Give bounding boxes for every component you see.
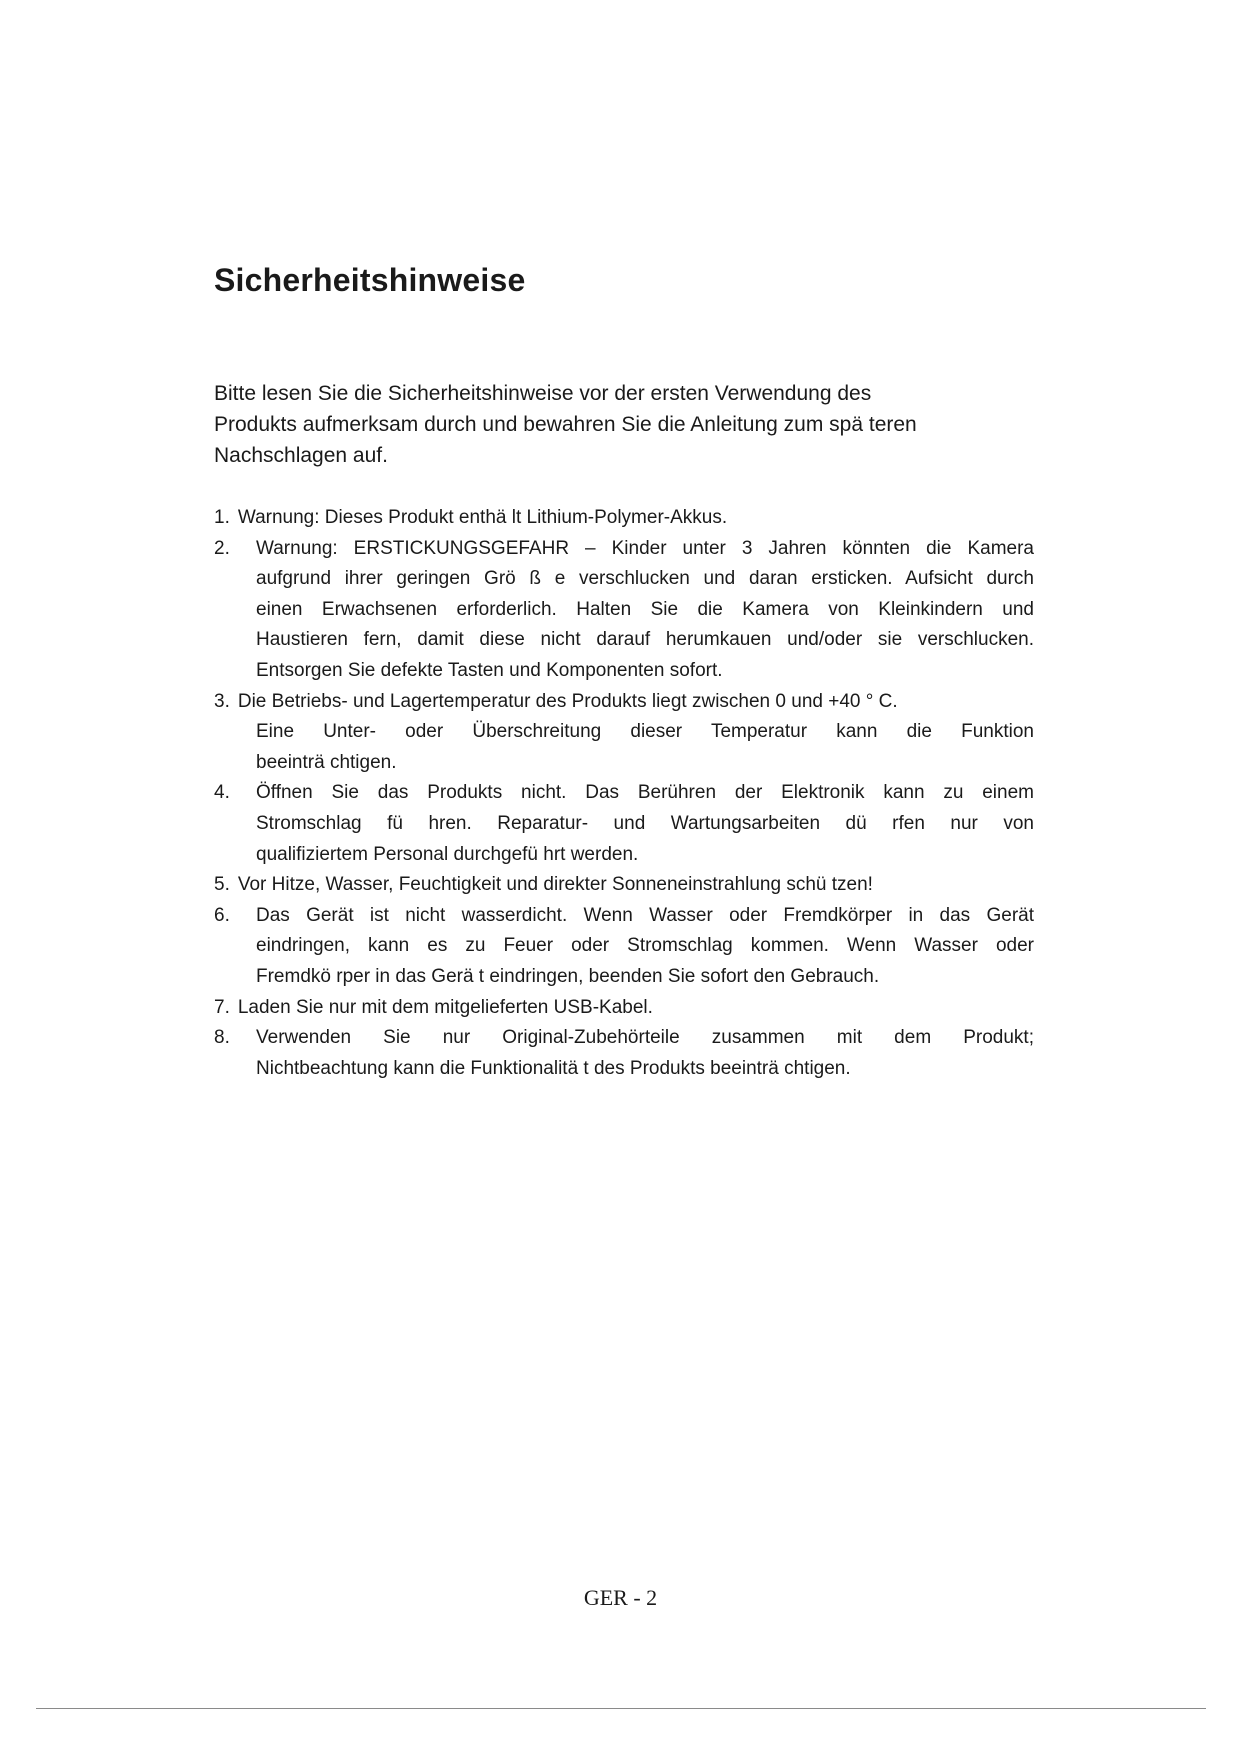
list-item — [214, 870, 1034, 901]
intro-line: Produkts aufmerksam durch und bewahren Sie die Anleitung zum spä teren — [214, 413, 917, 436]
list-item-number: 1. — [214, 507, 230, 528]
list-item-number: 6. — [214, 904, 230, 926]
list-item-line: Haustieren fern, damit diese nicht darauf herumkauen und/oder sie verschlucken. — [256, 629, 1034, 651]
list-item-line: Laden Sie nur mit dem mitgelieferten USB-Kabel. — [237, 996, 653, 1018]
list-item-line: Eine Unter- oder Überschreitung dieser Temperatur kann die Funktion — [256, 721, 1034, 743]
list-item-line: qualifiziertem Personal durchgefü hrt werden. — [256, 843, 639, 865]
list-item-line: Warnung: Dieses Produkt enthä lt Lithium-Polymer-Akkus. — [237, 507, 728, 528]
list-item — [214, 534, 1034, 687]
list-item-number: 2. — [214, 537, 230, 559]
list-item — [214, 1023, 1034, 1084]
page-title: Sicherheitshinweise — [214, 262, 526, 298]
list-item-number: 7. — [214, 996, 230, 1018]
list-item-line: eindringen, kann es zu Feuer oder Stromschlag kommen. Wenn Wasser oder — [256, 935, 1034, 957]
page-number: GER - 2 — [583, 1585, 658, 1610]
list-item-line: Vor Hitze, Wasser, Feuchtigkeit und direkter Sonneneinstrahlung schü tzen! — [237, 874, 873, 896]
list-item-line: Verwenden Sie nur Original-Zubehörteile zusammen mit dem Produkt; — [256, 1027, 1034, 1049]
list-item-line: Stromschlag fü hren. Reparatur- und Wartungsarbeiten dü rfen nur von — [256, 812, 1034, 834]
intro-line: Nachschlagen auf. — [214, 444, 388, 467]
list-item-line: aufgrund ihrer geringen Grö ß e verschlucken und daran ersticken. Aufsicht durch — [256, 568, 1034, 590]
list-item-line: Nichtbeachtung kann die Funktionalitä t des Produkts beeinträ chtigen. — [256, 1057, 851, 1079]
list-item-number: 8. — [214, 1027, 230, 1049]
list-item — [214, 778, 1034, 870]
list-item-number: 3. — [214, 690, 230, 712]
list-item — [214, 687, 1034, 779]
safety-list — [214, 503, 1034, 1084]
list-item-line: Öffnen Sie das Produkts nicht. Das Berühren der Elektronik kann zu einem — [256, 782, 1034, 804]
list-item-number: 4. — [214, 782, 230, 804]
intro-line: Bitte lesen Sie die Sicherheitshinweise vor der ersten Verwendung des — [214, 382, 872, 405]
list-item — [214, 503, 1034, 534]
list-item-line: Fremdkö rper in das Gerä t eindringen, beenden Sie sofort den Gebrauch. — [256, 965, 880, 987]
list-item-line: Warnung: ERSTICKUNGSGEFAHR – Kinder unter 3 Jahren könnten die Kamera — [256, 537, 1034, 559]
list-item-number: 5. — [214, 874, 230, 896]
list-item-line: Entsorgen Sie defekte Tasten und Komponenten sofort. — [256, 659, 723, 681]
list-item — [214, 901, 1034, 993]
list-item — [214, 993, 1034, 1024]
list-item-line: beeinträ chtigen. — [256, 751, 397, 773]
intro-paragraph — [214, 378, 1014, 471]
list-item-line: Die Betriebs- und Lagertemperatur des Produkts liegt zwischen 0 und +40 ° C. — [237, 690, 898, 712]
list-item-line: Das Gerät ist nicht wasserdicht. Wenn Wasser oder Fremdkörper in das Gerät — [256, 904, 1034, 926]
bottom-divider — [36, 1708, 1206, 1709]
list-item-line: einen Erwachsenen erforderlich. Halten Sie die Kamera von Kleinkindern und — [256, 598, 1034, 620]
